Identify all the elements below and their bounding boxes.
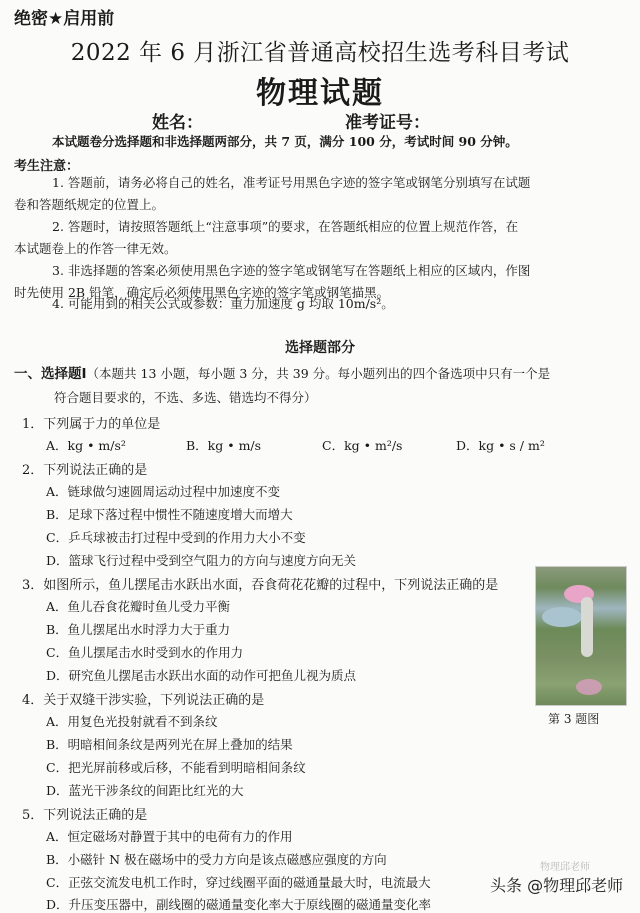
option-a: A．kg • m/s² xyxy=(46,438,126,453)
notice-item-1 xyxy=(14,172,530,216)
fish-shape xyxy=(581,597,593,657)
part-description-cont: 符合题目要求的，不选、多选、错选均不得分） xyxy=(54,390,317,405)
notice-line: 卷和答题纸规定的位置上。 xyxy=(14,197,165,212)
part-label: 一、选择题Ⅰ xyxy=(14,366,87,382)
question-2-stem: 2．下列说法正确的是 xyxy=(22,463,148,478)
question-5-stem: 5．下列说法正确的是 xyxy=(22,808,148,823)
question-2-option-a: A．链球做匀速圆周运动过程中加速度不变 xyxy=(46,484,281,499)
exam-intro: 本试题卷分选择题和非选择题两部分，共 7 页，满分 100 分，考试时间 90 分钟。 xyxy=(52,134,518,149)
question-3-option-d: D．研究鱼儿摆尾击水跃出水面的动作可把鱼儿视为质点 xyxy=(46,668,357,683)
question-5-option-b: B．小磁针 N 极在磁场中的受力方向是该点磁感应强度的方向 xyxy=(46,852,387,867)
notice-line: 时先使用 2B 铅笔，确定后必须使用黑色字迹的签字笔或钢笔描黑。 xyxy=(14,285,390,300)
question-3-option-b: B．鱼儿摆尾出水时浮力大于重力 xyxy=(46,622,231,637)
question-3-figure-photo xyxy=(535,566,627,706)
question-5-option-c: C．正弦交流发电机工作时，穿过线圈平面的磁通量最大时，电流最大 xyxy=(46,875,431,890)
notice-title: 考生注意： xyxy=(14,159,80,174)
watermark: 头条 @物理邱老师 xyxy=(490,876,624,895)
watermark-faint: 物理邱老师 xyxy=(540,862,590,873)
subject-title: 物理试题 xyxy=(256,76,384,111)
question-2-option-c: C．乒乓球被击打过程中受到的作用力大小不变 xyxy=(46,530,306,545)
option-b: B．kg • m/s xyxy=(186,438,262,453)
option-d: D．kg • s / m² xyxy=(456,438,545,453)
secret-mark: 绝密★启用前 xyxy=(14,9,115,29)
part-heading xyxy=(14,362,550,382)
option-c: C．kg • m²/s xyxy=(322,438,403,453)
question-4-option-c: C．把光屏前移或后移，不能看到明暗相间条纹 xyxy=(46,760,306,775)
question-3-option-a: A．鱼儿吞食花瓣时鱼儿受力平衡 xyxy=(46,599,231,614)
question-5-option-a: A．恒定磁场对静置于其中的电荷有力的作用 xyxy=(46,829,293,844)
notice-line: 3. 非选择题的答案必须使用黑色字迹的签字笔或钢笔写在答题纸上相应的区域内，作图 xyxy=(52,263,531,278)
question-3-stem: 3．如图所示，鱼儿摆尾击水跃出水面，吞食荷花花瓣的过程中，下列说法正确的是 xyxy=(22,578,499,593)
part-description: （本题共 13 小题，每小题 3 分，共 39 分。每小题列出的四个备选项中只有一个是 xyxy=(86,366,551,381)
question-1-stem: 1．下列属于力的单位是 xyxy=(22,417,161,432)
notice-line: 2. 答题时，请按照答题纸上“注意事项”的要求，在答题纸相应的位置上规范作答，在 xyxy=(52,219,519,234)
question-5-option-d: D．升压变压器中，副线圈的磁通量变化率大于原线圈的磁通量变化率 xyxy=(46,897,432,912)
question-3-option-c: C．鱼儿摆尾击水时受到水的作用力 xyxy=(46,645,244,660)
lily-pad-shape xyxy=(542,607,582,627)
notice-line: 本试题卷上的作答一律无效。 xyxy=(14,241,177,256)
exam-id-label: 准考证号： xyxy=(345,113,430,133)
name-label: 姓名： xyxy=(152,113,203,133)
notice-line: 1. 答题前，请务必将自己的姓名，准考证号用黑色字迹的签字笔或钢笔分别填写在试题 xyxy=(52,175,531,190)
figure-caption: 第 3 题图 xyxy=(548,712,600,726)
question-4-option-d: D．蓝光干涉条纹的间距比红光的大 xyxy=(46,783,244,798)
question-2-option-d: D．篮球飞行过程中受到空气阻力的方向与速度方向无关 xyxy=(46,553,357,568)
question-2-option-b: B．足球下落过程中惯性不随速度增大而增大 xyxy=(46,507,293,522)
notice-item-4 xyxy=(14,293,394,315)
question-4-option-a: A．用复色光投射就看不到条纹 xyxy=(46,714,218,729)
notice-line: 4. 可能用到的相关公式或参数：重力加速度 g 均取 10m/s²。 xyxy=(52,296,394,311)
notice-item-2 xyxy=(14,216,518,260)
question-4-stem: 4．关于双缝干涉实验，下列说法正确的是 xyxy=(22,693,265,708)
exam-title: 2022 年 6 月浙江省普通高校招生选考科目考试 xyxy=(70,40,570,66)
question-4-option-b: B．明暗相间条纹是两列光在屏上叠加的结果 xyxy=(46,737,293,752)
section-title: 选择题部分 xyxy=(285,340,355,356)
reflection-shape xyxy=(576,679,602,695)
